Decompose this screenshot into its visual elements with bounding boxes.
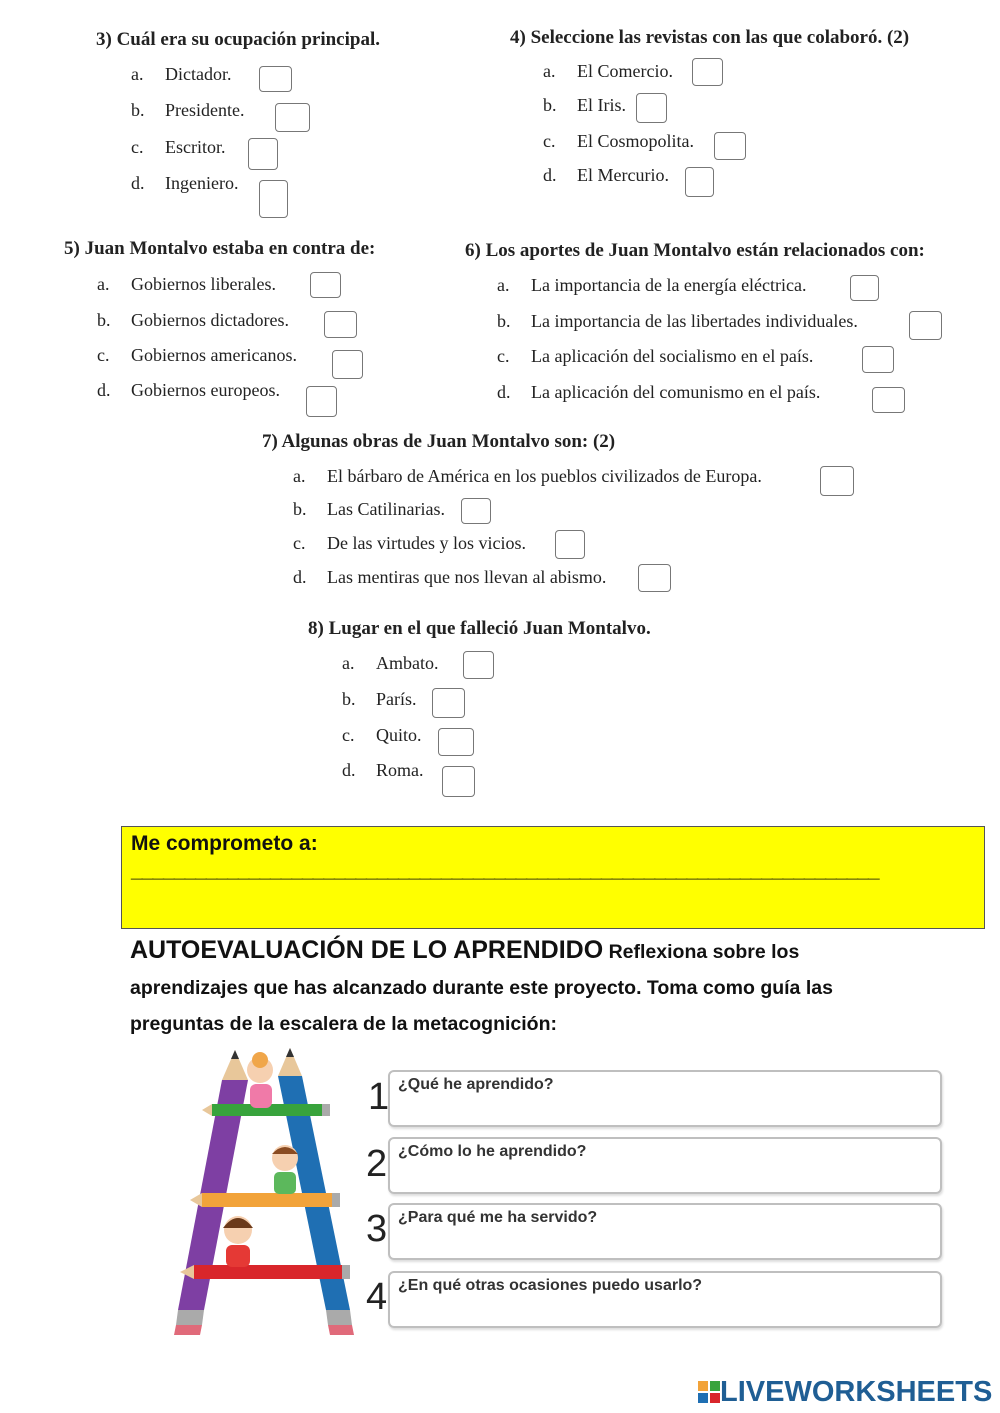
q4-checkbox-c[interactable]: [714, 132, 746, 160]
liveworksheets-logo: [698, 1376, 992, 1409]
q8-checkbox-a[interactable]: [463, 651, 494, 679]
q6-option-b: b. La importancia de las libertades individuales.: [497, 311, 858, 331]
q5-checkbox-d[interactable]: [306, 386, 337, 417]
q5-option-a: a. Gobiernos liberales.: [97, 274, 276, 294]
q5-checkbox-a[interactable]: [310, 272, 341, 298]
self-evaluation-heading: AUTOEVALUACIÓN DE LO APRENDIDO: [130, 936, 604, 964]
ladder-question-3: ¿Para qué me ha servido?: [398, 1209, 598, 1226]
ladder-answer-box-2[interactable]: [388, 1137, 942, 1194]
q5-option-c: c. Gobiernos americanos.: [97, 345, 297, 365]
q6-option-a: a. La importancia de la energía eléctrica.: [497, 275, 807, 295]
ladder-rung-red: [180, 1265, 350, 1279]
commitment-label: Me comprometo a:: [131, 832, 318, 855]
commitment-box[interactable]: [121, 826, 985, 929]
question-7-title: 7) Algunas obras de Juan Montalvo son: (2): [262, 431, 616, 452]
ladder-question-2: ¿Cómo lo he aprendido?: [398, 1143, 587, 1160]
ladder-number-2: 2: [366, 1143, 388, 1185]
q7-option-b: b. Las Catilinarias.: [293, 499, 445, 519]
ladder-answer-box-4[interactable]: [388, 1271, 942, 1328]
ladder-number-4: 4: [366, 1276, 388, 1318]
q6-checkbox-c[interactable]: [862, 346, 894, 373]
q4-option-a: a. El Comercio.: [543, 61, 673, 81]
ladder-number-1: 1: [368, 1076, 390, 1118]
q3-checkbox-b[interactable]: [275, 103, 310, 132]
q3-option-d: d. Ingeniero.: [131, 173, 239, 193]
self-evaluation-instructions: Reflexiona sobre los aprendizajes que has alcanzado durante este proyecto. Toma como guía las preguntas de la escalera de la metacognición:: [130, 941, 833, 1035]
question-5-title: 5) Juan Montalvo estaba en contra de:: [64, 238, 376, 259]
q4-checkbox-a[interactable]: [692, 58, 723, 86]
ladder-answer-box-3[interactable]: [388, 1203, 942, 1260]
q5-checkbox-c[interactable]: [332, 350, 363, 379]
left-pencil-rail: [174, 1050, 248, 1335]
ladder-number-3: 3: [366, 1208, 388, 1250]
q6-checkbox-d[interactable]: [872, 387, 905, 413]
ladder-answer-box-1[interactable]: [388, 1070, 942, 1127]
q6-checkbox-b[interactable]: [909, 311, 942, 340]
q8-option-c: c. Quito.: [342, 725, 422, 745]
q3-option-b: b. Presidente.: [131, 100, 245, 120]
q8-checkbox-c[interactable]: [438, 728, 474, 756]
q5-checkbox-b[interactable]: [324, 311, 357, 338]
girl-bottom-figure: [223, 1216, 253, 1267]
q3-checkbox-a[interactable]: [259, 66, 292, 92]
q7-checkbox-a[interactable]: [820, 466, 854, 496]
q3-option-a: a. Dictador.: [131, 64, 232, 84]
q7-option-c: c. De las virtudes y los vicios.: [293, 533, 526, 553]
q5-option-b: b. Gobiernos dictadores.: [97, 310, 289, 330]
commitment-line: ______________________________________________________________________: [131, 859, 879, 882]
q8-checkbox-b[interactable]: [432, 688, 465, 718]
q5-option-d: d. Gobiernos europeos.: [97, 380, 280, 400]
pencil-ladder-illustration: [160, 1040, 375, 1340]
q7-option-d: d. Las mentiras que nos llevan al abismo.: [293, 567, 607, 587]
girl-top-figure: [247, 1052, 273, 1108]
boy-middle-figure: [272, 1145, 298, 1194]
question-8-title: 8) Lugar en el que falleció Juan Montalvo.: [308, 618, 651, 639]
q4-option-b: b. El Iris.: [543, 95, 626, 115]
logo-text: LIVEWORKSHEETS: [720, 1376, 993, 1408]
q7-checkbox-c[interactable]: [555, 530, 585, 559]
q3-checkbox-d[interactable]: [259, 180, 288, 218]
q4-option-d: d. El Mercurio.: [543, 165, 669, 185]
q7-option-a: a. El bárbaro de América en los pueblos civilizados de Europa.: [293, 466, 762, 486]
q7-checkbox-b[interactable]: [461, 498, 491, 524]
q7-checkbox-d[interactable]: [638, 564, 671, 592]
q3-option-c: c. Escritor.: [131, 137, 226, 157]
self-evaluation-text: [130, 932, 890, 1042]
q6-option-c: c. La aplicación del socialismo en el país.: [497, 346, 814, 366]
q8-option-b: b. París.: [342, 689, 417, 709]
q4-option-c: c. El Cosmopolita.: [543, 131, 694, 151]
q8-option-a: a. Ambato.: [342, 653, 439, 673]
ladder-question-1: ¿Qué he aprendido?: [398, 1076, 554, 1093]
question-4-title: 4) Seleccione las revistas con las que colaboró. (2): [510, 27, 910, 48]
q4-checkbox-d[interactable]: [685, 167, 714, 197]
q6-option-d: d. La aplicación del comunismo en el país.: [497, 382, 821, 402]
ladder-rung-orange: [190, 1193, 340, 1207]
question-3-title: 3) Cuál era su ocupación principal.: [96, 29, 380, 50]
q6-checkbox-a[interactable]: [850, 275, 879, 301]
q4-checkbox-b[interactable]: [636, 93, 667, 123]
ladder-question-4: ¿En qué otras ocasiones puedo usarlo?: [398, 1277, 703, 1294]
q8-option-d: d. Roma.: [342, 760, 424, 780]
question-6-title: 6) Los aportes de Juan Montalvo están relacionados con:: [465, 240, 925, 261]
logo-grid-icon: [698, 1381, 720, 1403]
q3-checkbox-c[interactable]: [248, 138, 278, 170]
q8-checkbox-d[interactable]: [442, 766, 475, 797]
